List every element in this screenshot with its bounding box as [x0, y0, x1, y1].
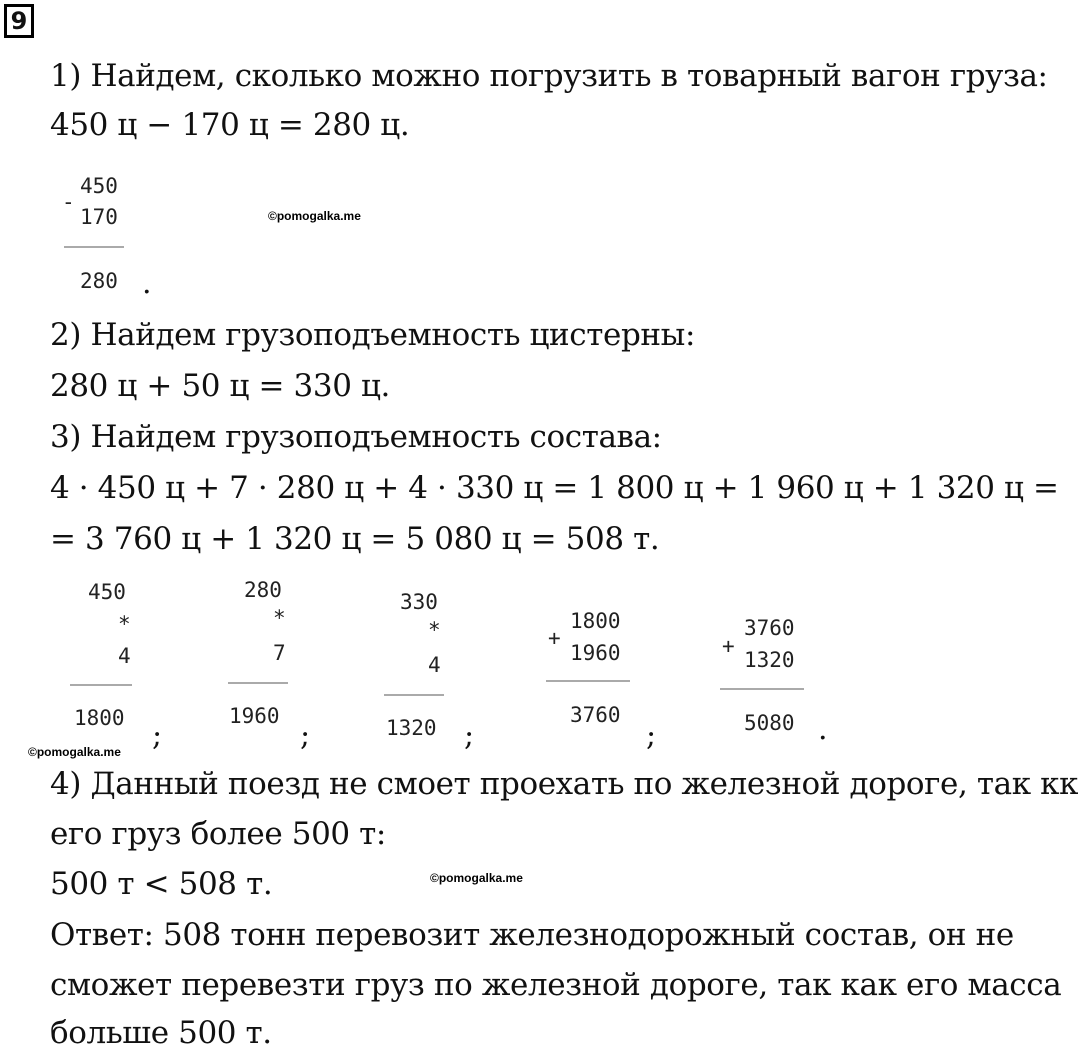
calc-mult-3-bar [384, 694, 444, 696]
calc-add-1-result: 3760 [570, 703, 621, 727]
answer-line-2: сможет перевезти груз по железной дороге, так как его масса [50, 967, 1062, 1003]
calc-add-2-top: 3760 [744, 616, 795, 640]
step-1-equation: 450 ц − 170 ц = 280 ц. [50, 107, 410, 143]
calc-mult-2-bar [228, 682, 288, 684]
calc-add-1-sign: + [548, 626, 561, 650]
calc-mult-3-result: 1320 [386, 716, 437, 740]
calc1-bottom: 170 [80, 205, 118, 229]
calc-mult-2-bottom: 7 [273, 641, 286, 665]
calc-mult-1-sign: * [118, 612, 131, 636]
step-4-text-line-2: его груз более 500 т: [50, 816, 386, 852]
step-3-equation-line-2: = 3 760 ц + 1 320 ц = 5 080 ц = 508 т. [50, 521, 660, 557]
step-2-equation: 280 ц + 50 ц = 330 ц. [50, 368, 390, 404]
calc-mult-2-semicolon: ; [300, 718, 311, 753]
calc-mult-3-sign: * [428, 618, 441, 642]
calc-add-2-period: . [818, 712, 828, 747]
calc-mult-2-sign: * [273, 606, 286, 630]
calc-add-1-bar [546, 680, 630, 682]
calc-add-1-bottom: 1960 [570, 641, 621, 665]
calc-mult-1-semicolon: ; [152, 718, 163, 753]
calc1-top: 450 [80, 174, 118, 198]
calc-mult-1-bar [70, 684, 132, 686]
calc1-result: 280 [80, 269, 118, 293]
minus-sign: - [62, 190, 75, 214]
calc-mult-2-top: 280 [244, 578, 282, 602]
step-1-text: 1) Найдем, сколько можно погрузить в товарный вагон груза: [50, 58, 1048, 94]
calc-mult-1-result: 1800 [74, 706, 125, 730]
calc-add-1-top: 1800 [570, 609, 621, 633]
calc-mult-3-bottom: 4 [428, 653, 441, 677]
calc-mult-1-top: 450 [88, 580, 126, 604]
step-4-text-line-1: 4) Данный поезд не смоет проехать по железной дороге, так кк [50, 766, 1078, 802]
step-2-text: 2) Найдем грузоподъемность цистерны: [50, 317, 695, 353]
watermark: ©pomogalka.me [28, 745, 121, 759]
calc-add-2-result: 5080 [744, 711, 795, 735]
answer-line-1: Ответ: 508 тонн перевозит железнодорожный состав, он не [50, 917, 1014, 953]
watermark: ©pomogalka.me [430, 871, 523, 885]
calc1-period: . [142, 266, 152, 301]
step-4-inequality: 500 т < 508 т. [50, 866, 273, 902]
calc-mult-2-result: 1960 [229, 704, 280, 728]
step-3-text: 3) Найдем грузоподъемность состава: [50, 419, 662, 455]
calc-add-2-bottom: 1320 [744, 648, 795, 672]
watermark: ©pomogalka.me [268, 209, 361, 223]
calc-add-2-bar [720, 688, 804, 690]
calc-mult-3-semicolon: ; [464, 718, 475, 753]
step-3-equation-line-1: 4 · 450 ц + 7 · 280 ц + 4 · 330 ц = 1 800 ц + 1 960 ц + 1 320 ц = [50, 470, 1059, 506]
calc1-bar [64, 246, 124, 248]
calc-add-1-semicolon: ; [646, 718, 657, 753]
calc-mult-1-bottom: 4 [118, 644, 131, 668]
answer-line-3: больше 500 т. [50, 1015, 272, 1051]
task-number-badge: 9 [4, 4, 34, 38]
calc-add-2-sign: + [722, 634, 735, 658]
calc-mult-3-top: 330 [400, 590, 438, 614]
